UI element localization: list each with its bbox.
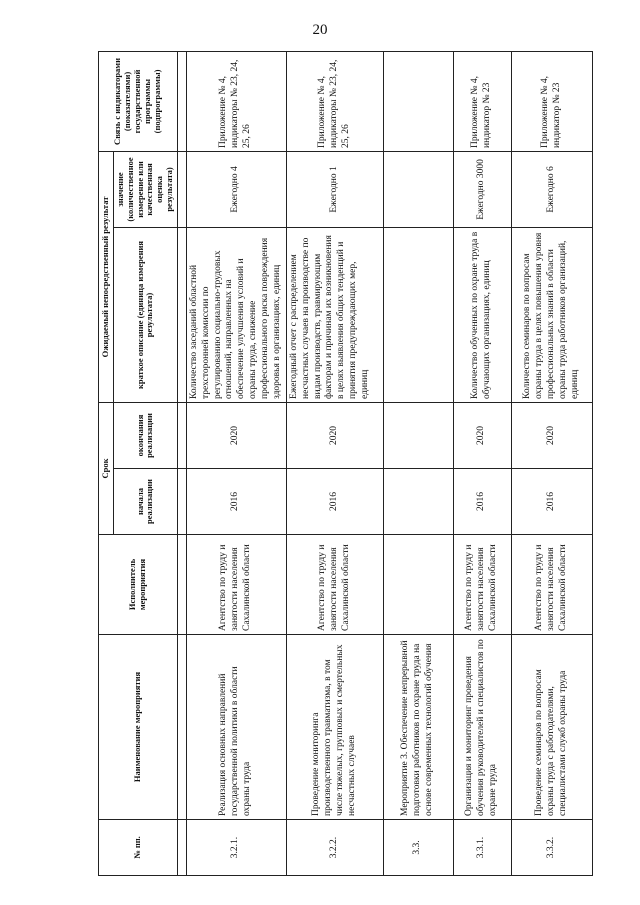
row-name: Мероприятие 3. Обеспечение непрерывной подготовки работников по охране труда на основе современных технологий обучения xyxy=(383,635,453,820)
row-description: Количество обученных по охране труда в обучающих организациях, единиц xyxy=(453,227,511,402)
row-link: Приложение № 4, индикаторы № 23, 24, 25, 26 xyxy=(286,51,383,151)
row-executor: Агентство по труду и занятости населения Сахалинской области xyxy=(453,535,511,635)
row-num: 3.2.2. xyxy=(286,820,383,876)
table-row xyxy=(383,51,453,875)
row-executor: Агентство по труду и занятости населения Сахалинской области xyxy=(511,535,592,635)
row-start: 2016 xyxy=(286,469,383,535)
row-name: Реализация основных направлений государственной политики в области охраны труда xyxy=(186,635,286,820)
header-link: Связь с индикаторами (показателями) государственной программы (подпрограммы) xyxy=(99,51,178,151)
table-row xyxy=(186,51,286,875)
row-link: Приложение № 4, индикаторы № 23, 24, 25, 26 xyxy=(186,51,286,151)
row-value: Ежегодно 3000 xyxy=(453,151,511,227)
header-end: окончания реализации xyxy=(113,402,177,468)
row-name: Проведение мониторинга производственного травматизма, в том числе тяжелых, групповых и смертельных несчастных случаев xyxy=(286,635,383,820)
row-num: 3.3.2. xyxy=(511,820,592,876)
table-row xyxy=(511,51,592,875)
row-value: Ежегодно 6 xyxy=(511,151,592,227)
header-expected: Ожидаемый непосредственный результат xyxy=(99,151,114,402)
row-value: Ежегодно 4 xyxy=(186,151,286,227)
row-end: 2020 xyxy=(186,402,286,468)
row-description: Количество заседаний областной трехсторонней комиссии по регулированию социально-трудовых отношений, направленных на обеспечение улучшения условий и охраны труда, снижение профессионального риска повреждения здоровья в организациях, единиц xyxy=(186,227,286,402)
header-start: начала реализации xyxy=(113,469,177,535)
row-name: Проведение семинаров по вопросам охраны труда с работодателями, специалистами служб охраны труда xyxy=(511,635,592,820)
landscape-page xyxy=(98,52,580,876)
row-end: 2020 xyxy=(511,402,592,468)
page-number: 20 xyxy=(312,22,328,38)
row-value xyxy=(383,151,453,227)
row-num: 3.2.1. xyxy=(186,820,286,876)
row-num: 3.3.1. xyxy=(453,820,511,876)
row-executor xyxy=(383,535,453,635)
row-end xyxy=(383,402,453,468)
row-link: Приложение № 4, индикатор № 23 xyxy=(511,51,592,151)
row-executor: Агентство по труду и занятости населения Сахалинской области xyxy=(186,535,286,635)
row-start: 2016 xyxy=(186,469,286,535)
row-value: Ежегодно 1 xyxy=(286,151,383,227)
header-short-desc: краткое описание (единица измерения результата) xyxy=(113,227,177,402)
header-executor: Исполнитель мероприятия xyxy=(99,535,178,635)
row-link xyxy=(383,51,453,151)
row-description: Ежегодный отчет с распределением несчастных случаев на производстве по видам производств, травмирующим факторам и причинам их возникновения в целях выявления общих тенденций и принятия предупреждающих мер, единиц xyxy=(286,227,383,402)
row-executor: Агентство по труду и занятости населения Сахалинской области xyxy=(286,535,383,635)
header-term: Срок xyxy=(99,402,114,534)
row-description: Количество семинаров по вопросам охраны труда в целях повышения уровня профессиональных знаний в области охраны труда работников организаций, единиц xyxy=(511,227,592,402)
row-description xyxy=(383,227,453,402)
header-num: № пп. xyxy=(99,820,178,876)
header-value: значение (количественное измерение или качественная оценка результата) xyxy=(113,151,177,227)
activities-table xyxy=(98,51,593,876)
header-name: Наименование мероприятия xyxy=(99,635,178,820)
rotated-table-area xyxy=(98,52,580,876)
row-end: 2020 xyxy=(453,402,511,468)
row-start: 2016 xyxy=(511,469,592,535)
row-end: 2020 xyxy=(286,402,383,468)
column-numbers-row xyxy=(177,51,186,875)
table-row xyxy=(453,51,511,875)
row-start xyxy=(383,469,453,535)
row-name: Организация и мониторинг проведения обучения руководителей и специалистов по охране труда xyxy=(453,635,511,820)
row-num: 3.3. xyxy=(383,820,453,876)
row-start: 2016 xyxy=(453,469,511,535)
table-row xyxy=(286,51,383,875)
row-link: Приложение № 4, индикатор № 23 xyxy=(453,51,511,151)
